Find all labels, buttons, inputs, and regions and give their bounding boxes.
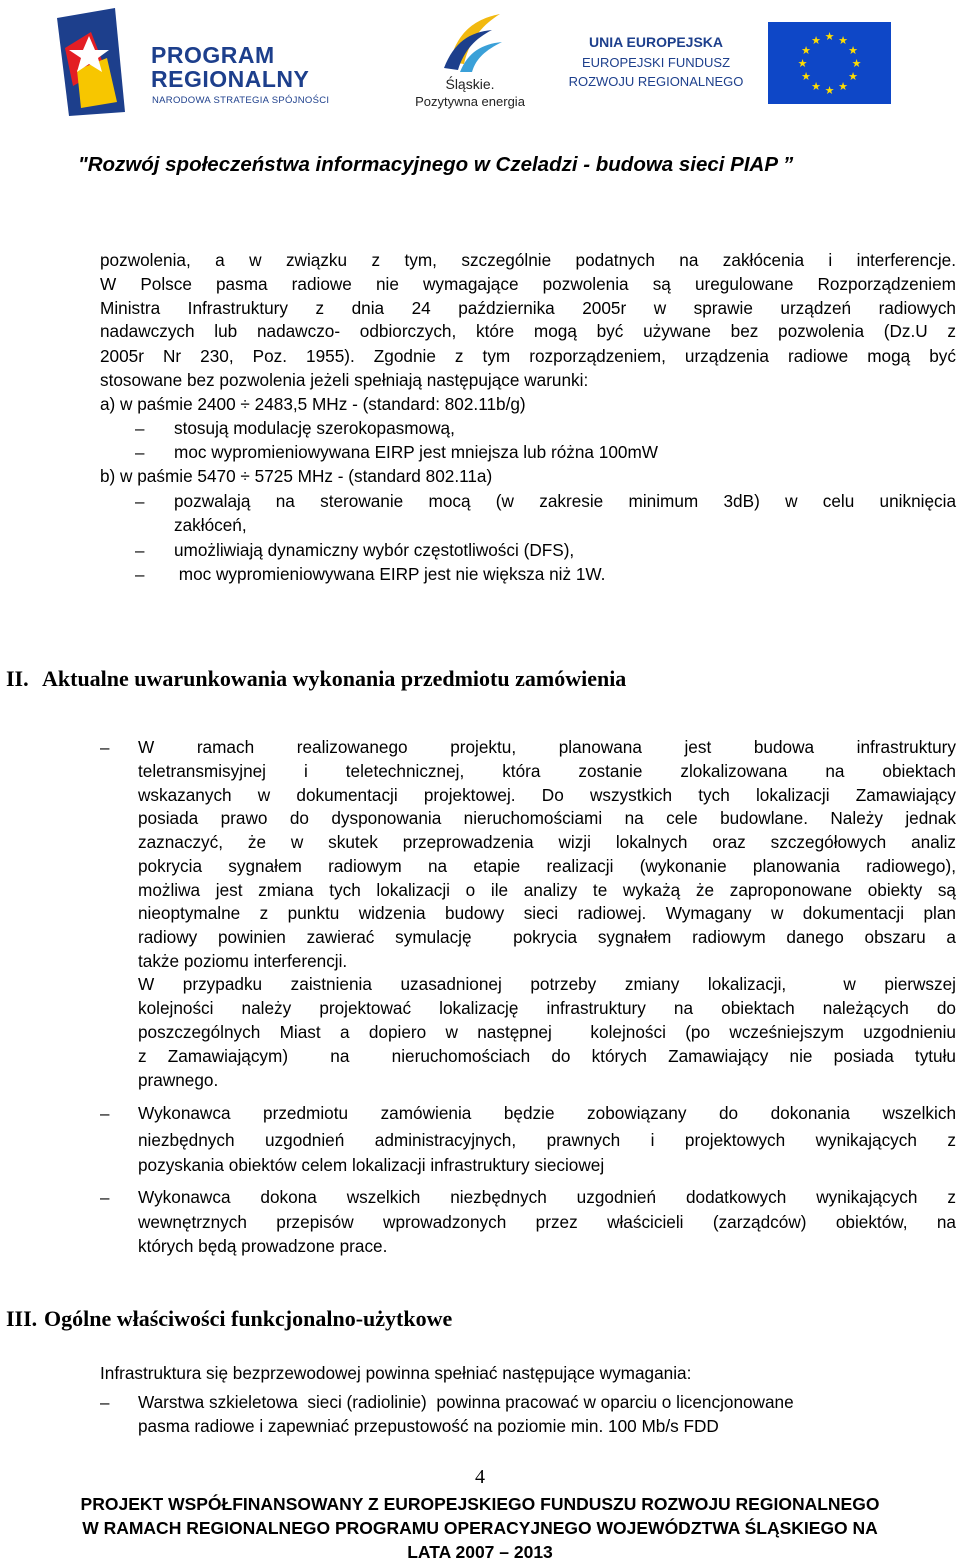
intro-line: Ministra Infrastruktury z dnia 24 października 2005r w sprawie urządzeń radiowych bbox=[100, 298, 956, 318]
program-regionalny-logo bbox=[55, 8, 385, 118]
section-2-item1-line: możliwa jest zmiana tych lokalizacji o ile analizy te wykażą że zaproponowane obiekty są bbox=[138, 880, 956, 900]
slaskie-logo-tagline: Pozytywna energia bbox=[415, 94, 525, 109]
section-2-item1-line: W ramach realizowanego projektu, planowana jest budowa infrastruktury bbox=[138, 737, 956, 757]
section-2-item1-line: kolejności należy projektować lokalizację infrastruktury na obiektach należących do bbox=[138, 998, 956, 1018]
intro-line: 2005r Nr 230, Poz. 1955). Zgodnie z tym rozporządzeniem, urządzenia radiowe mogą być bbox=[100, 346, 956, 366]
list-dash-icon: – bbox=[135, 565, 145, 584]
svg-text:★: ★ bbox=[851, 57, 862, 70]
section-2-item3-line: Wykonawca dokona wszelkich niezbędnych uzgodnień dodatkowych wynikających z bbox=[138, 1187, 956, 1207]
eu-flag-icon bbox=[768, 22, 891, 104]
band-b-item: moc wypromieniowywana EIRP jest nie większa niż 1W. bbox=[174, 564, 606, 584]
intro-line: stosowane bez pozwolenia jeżeli spełniają następujące warunki: bbox=[100, 370, 589, 390]
band-a-heading: a) w paśmie 2400 ÷ 2483,5 MHz - (standard: 802.11b/g) bbox=[100, 394, 526, 414]
svg-text:★: ★ bbox=[811, 80, 821, 93]
list-dash-icon: – bbox=[135, 541, 145, 560]
svg-text:★: ★ bbox=[811, 34, 821, 47]
section-2-item1-line: teletransmisyjnej i teletechnicznej, która zostanie zlokalizowana na obiektach bbox=[138, 761, 956, 781]
svg-text:★: ★ bbox=[838, 34, 848, 47]
footer-line2: W RAMACH REGIONALNEGO PROGRAMU OPERACYJNEGO WOJEWÓDZTWA ŚLĄSKIEGO NA bbox=[82, 1518, 878, 1538]
eu-logo-line2: EUROPEJSKI FUNDUSZ bbox=[581, 55, 731, 70]
page-number: 4 bbox=[475, 1466, 485, 1488]
svg-text:★: ★ bbox=[801, 44, 811, 57]
section-2-item2-line: pozyskania obiektów celem lokalizacji infrastruktury sieciowej bbox=[138, 1155, 605, 1175]
section-2-title: Aktualne uwarunkowania wykonania przedmiotu zamówienia bbox=[42, 666, 627, 691]
section-2-item1-line: posiada prawo do dysponowania nieruchomościami na cele budowlane. Należy jednak bbox=[138, 808, 956, 828]
section-2-item1-line: W przypadku zaistnienia uzasadnionej potrzeby zmiany lokalizacji, w pierwszej bbox=[138, 974, 956, 994]
list-dash-icon: – bbox=[135, 419, 145, 438]
svg-text:★: ★ bbox=[797, 57, 808, 70]
section-3-item1-line: Warstwa szkieletowa sieci (radiolinie) powinna pracować w oparciu o licencjonowane bbox=[138, 1392, 794, 1412]
band-b-heading: b) w paśmie 5470 ÷ 5725 MHz - (standard 802.11a) bbox=[100, 466, 493, 486]
section-2-item3-line: których będą prowadzone prace. bbox=[138, 1236, 388, 1256]
section-2-item1-line: zaznaczyć, że w skutek przeprowadzenia wizji lokalnych oraz szczegółowych analiz bbox=[138, 832, 956, 852]
program-regionalny-flag-icon bbox=[55, 8, 127, 116]
section-2-item1-line: prawnego. bbox=[138, 1070, 219, 1090]
footer-line3: LATA 2007 – 2013 bbox=[407, 1542, 553, 1562]
section-2-item3-line: wewnętrznych przepisów wprowadzonych przez właścicieli (zarządców) obiektów, na bbox=[138, 1212, 956, 1232]
intro-line: W Polsce pasma radiowe nie wymagające pozwolenia są uregulowane Rozporządzeniem bbox=[100, 274, 956, 294]
list-dash-icon: – bbox=[100, 1393, 110, 1412]
band-a-item: moc wypromieniowywana EIRP jest mniejsza lub różna 100mW bbox=[174, 442, 658, 462]
program-logo-line2: REGIONALNY bbox=[151, 66, 310, 92]
list-dash-icon: – bbox=[100, 1188, 110, 1207]
section-3-title: Ogólne właściwości funkcjonalno-użytkowe bbox=[44, 1306, 453, 1331]
section-2-number: II. bbox=[6, 666, 29, 691]
slaskie-logo-name: Śląskie. bbox=[445, 76, 495, 92]
section-2-item1-line: wskazanych w dokumentacji projektowej. Do wszystkich tych lokalizacji Zamawiający bbox=[138, 785, 956, 805]
svg-text:★: ★ bbox=[824, 30, 835, 43]
list-dash-icon: – bbox=[135, 492, 145, 511]
section-2-item2-line: Wykonawca przedmiotu zamówienia będzie zobowiązany do dokonania wszelkich bbox=[138, 1103, 956, 1123]
list-dash-icon: – bbox=[135, 443, 145, 462]
band-b-item: zakłóceń, bbox=[174, 515, 247, 535]
svg-text:★: ★ bbox=[824, 84, 835, 97]
svg-text:★: ★ bbox=[848, 44, 858, 57]
intro-line: nadawczych lub nadawczo- odbiorczych, które mogą być używane bez pozwolenia (Dz.U z bbox=[100, 321, 956, 341]
program-logo-line1: PROGRAM bbox=[151, 42, 275, 68]
svg-text:★: ★ bbox=[801, 70, 811, 83]
band-a-item: stosują modulację szerokopasmową, bbox=[174, 418, 455, 438]
section-2-item1-line: pokrycia sygnałem radiowym na etapie realizacji (wykonanie planowania radiowego), bbox=[138, 856, 956, 876]
list-dash-icon: – bbox=[100, 1104, 110, 1123]
band-b-item: pozwalają na sterowanie mocą (w zakresie minimum 3dB) w celu uniknięcia bbox=[174, 491, 956, 511]
section-2-item1-line: także poziomu interferencji. bbox=[138, 951, 348, 971]
intro-line: pozwolenia, a w związku z tym, szczególnie podatnych na zakłócenia i interferencje. bbox=[100, 250, 956, 270]
section-2-item1-line: nieoptymalne z punktu widzenia budowy sieci radiowej. Wymagany w dokumentacji plan bbox=[138, 903, 956, 923]
footer-line1: PROJEKT WSPÓŁFINANSOWANY Z EUROPEJSKIEGO FUNDUSZU ROZWOJU REGIONALNEGO bbox=[80, 1494, 880, 1514]
svg-text:★: ★ bbox=[848, 70, 858, 83]
slaskie-swirl-icon bbox=[440, 8, 506, 74]
section-3-intro: Infrastruktura się bezprzewodowej powinna spełniać następujące wymagania: bbox=[100, 1363, 692, 1383]
svg-text:★: ★ bbox=[838, 80, 848, 93]
section-3-number: III. bbox=[6, 1306, 38, 1331]
section-2-item2-line: niezbędnych uzgodnień administracyjnych, prawnych i projektowych wynikających z bbox=[138, 1130, 956, 1150]
eu-logo-line3: ROZWOJU REGIONALNEGO bbox=[568, 74, 744, 89]
program-logo-line3: NARODOWA STRATEGIA SPÓJNOŚCI bbox=[152, 95, 330, 106]
section-3-item1-line: pasma radiowe i zapewniać przepustowość na poziomie min. 100 Mb/s FDD bbox=[138, 1416, 719, 1436]
section-2-item1-line: z Zamawiającym) na nieruchomościach do których Zamawiający nie posiada tytułu bbox=[138, 1046, 956, 1066]
section-2-item1-line: radiowy powinien zawierać symulację pokrycia sygnałem radiowym danego obszaru a bbox=[138, 927, 956, 947]
list-dash-icon: – bbox=[100, 738, 110, 757]
eu-logo-line1: UNIA EUROPEJSKA bbox=[588, 34, 724, 50]
document-title: "Rozwój społeczeństwa informacyjnego w Czeladzi - budowa sieci PIAP ” bbox=[78, 153, 794, 176]
section-2-item1-line: poszczególnych Miast a dopiero w następnej kolejności (po wcześniejszym uzgodnieniu bbox=[138, 1022, 956, 1042]
slaskie-logo bbox=[400, 6, 540, 114]
eu-logo bbox=[556, 22, 891, 104]
band-b-item: umożliwiają dynamiczny wybór częstotliwości (DFS), bbox=[174, 540, 575, 560]
